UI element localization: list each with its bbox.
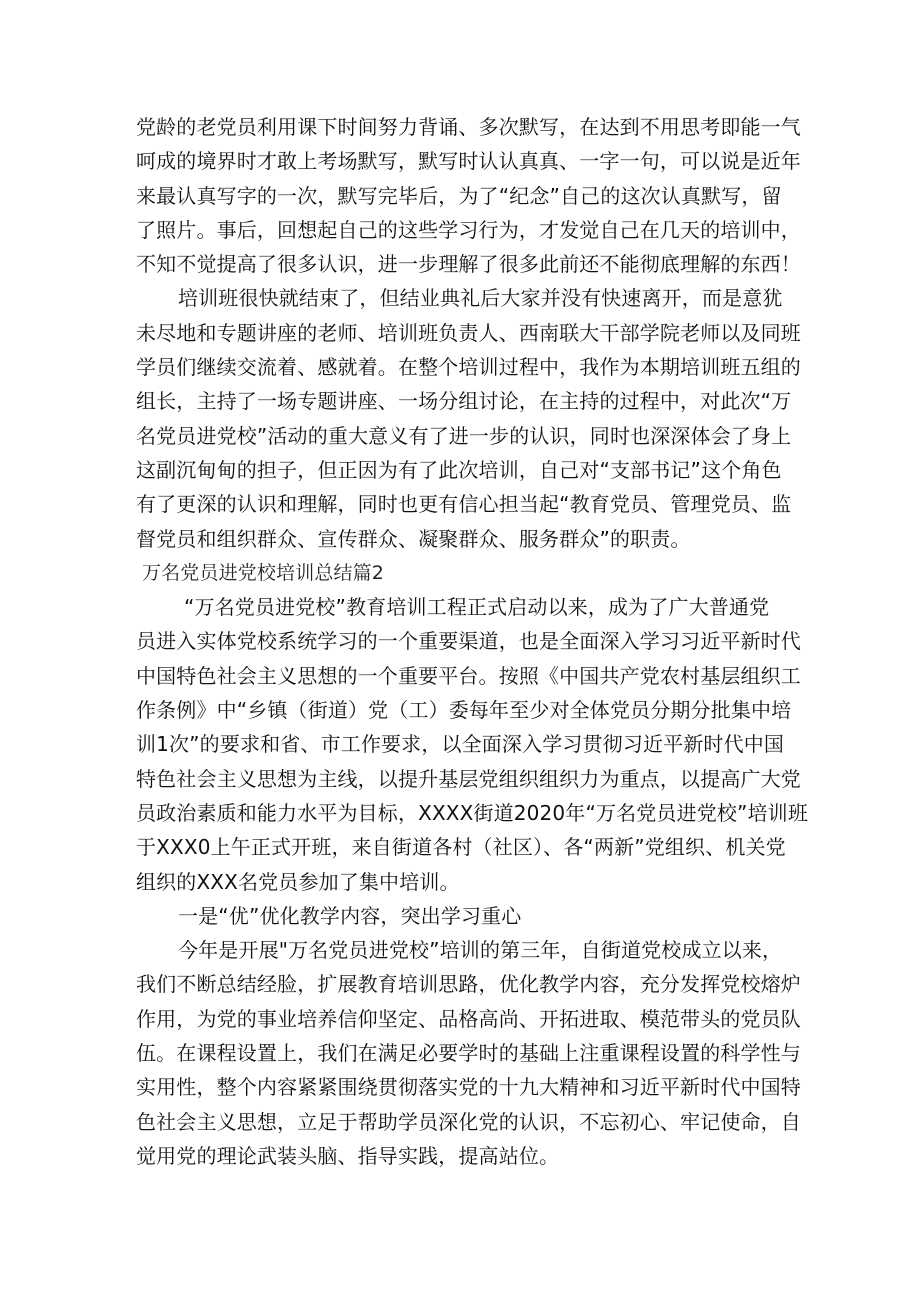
text-line: 中国特色社会主义思想的一个重要平台。按照《中国共产党农村基层组织工 [136,663,801,688]
document-body [136,110,808,1173]
text-line: 于XXX0上午正式开班，来自街道各村（社区）、各“两新”党组织、机关党 [136,835,786,860]
text-line: 这副沉甸甸的担子，但正因为有了此次培训，自己对“支部书记”这个角色 [136,457,782,482]
text-line: 色社会主义思想，立足于帮助学员深化党的认识，不忘初心、牢记使命，自 [136,1109,801,1134]
text-line: 作用，为党的事业培养信仰坚定、品格高尚、开拓进取、模范带头的党员队 [136,1006,801,1031]
text-line: “万名党员进党校”教育培训工程正式启动以来，成为了广大普通党 [184,595,770,620]
text-line: 实用性，整个内容紧紧围绕贯彻落实党的十九大精神和习近平新时代中国特 [136,1075,801,1100]
text-line: 组长，主持了一场专题讲座、一场分组讨论，在主持的过程中，对此次“万 [136,389,792,414]
text-line: 了照片。事后，回想起自己的这些学习行为，才发觉自己在几天的培训中， [136,217,801,242]
text-line: 未尽地和专题讲座的老师、培训班负责人、西南联大干部学院老师以及同班 [136,320,801,345]
text-line: 不知不觉提高了很多认识，进一步理解了很多此前还不能彻底理解的东西！ [136,252,801,277]
text-line: 培训班很快就结束了，但结业典礼后大家并没有快速离开，而是意犹 [178,286,783,311]
paragraph-training-end [136,281,801,555]
text-line: 呵成的境界时才敢上考场默写，默写时认认真真、一字一句，可以说是近年 [136,149,801,174]
text-line: 有了更深的认识和理解，同时也更有信心担当起“教育党员、管理党员、监 [136,492,792,517]
text-line: 特色社会主义思想为主线，以提升基层党组织组织力为重点，以提高广大党 [136,766,801,791]
text-line: 督党员和组织群众、宣传群众、凝聚群众、服务群众”的职责。 [136,526,691,551]
paragraph-continuation [136,110,801,281]
text-line: 来最认真写字的一次，默写完毕后，为了“纪念”自己的这次认真默写，留 [136,183,782,208]
text-line: 员进入实体党校系统学习的一个重要渠道，也是全面深入学习习近平新时代 [136,629,801,654]
text-line: 伍。在课程设置上，我们在满足必要学时的基础上注重课程设置的科学性与 [136,1041,801,1066]
text-line: 组织的XXX名党员参加了集中培训。 [136,869,460,894]
text-line: 训1次”的要求和省、市工作要求，以全面深入学习贯彻习近平新时代中国 [136,732,785,757]
text-line: 觉用党的理论武装头脑、指导实践，提高站位。 [136,1143,560,1168]
text-line: 党龄的老党员利用课下时间努力背诵、多次默写，在达到不用思考即能一气 [136,115,801,139]
subheading: 一是“优”优化教学内容，突出学习重心 [178,903,522,928]
text-line: 今年是开展"万名党员进党校”培训的第三年，自街道党校成立以来， [178,938,783,963]
text-line: 名党员进党校”活动的重大意义有了进一步的认识，同时也深深体会了身上 [136,423,792,448]
paragraph-intro [136,590,808,899]
text-line: 作条例》中“乡镇（街道）党（工）委每年至少对全体党员分期分批集中培 [136,698,792,723]
text-line: 员政治素质和能力水平为目标，XXXX街道2020年“万名党员进党校”培训班 [136,800,808,825]
paragraph-teaching [136,933,801,1173]
text-line: 学员们继续交流着、感就着。在整个培训过程中，我作为本期培训班五组的 [136,355,801,380]
section-title: 万名党员进党校培训总结篇2 [142,561,385,584]
text-line: 我们不断总结经脸，扩展教育培训思路，优化教学内容，充分发挥党校熔炉 [136,972,801,997]
